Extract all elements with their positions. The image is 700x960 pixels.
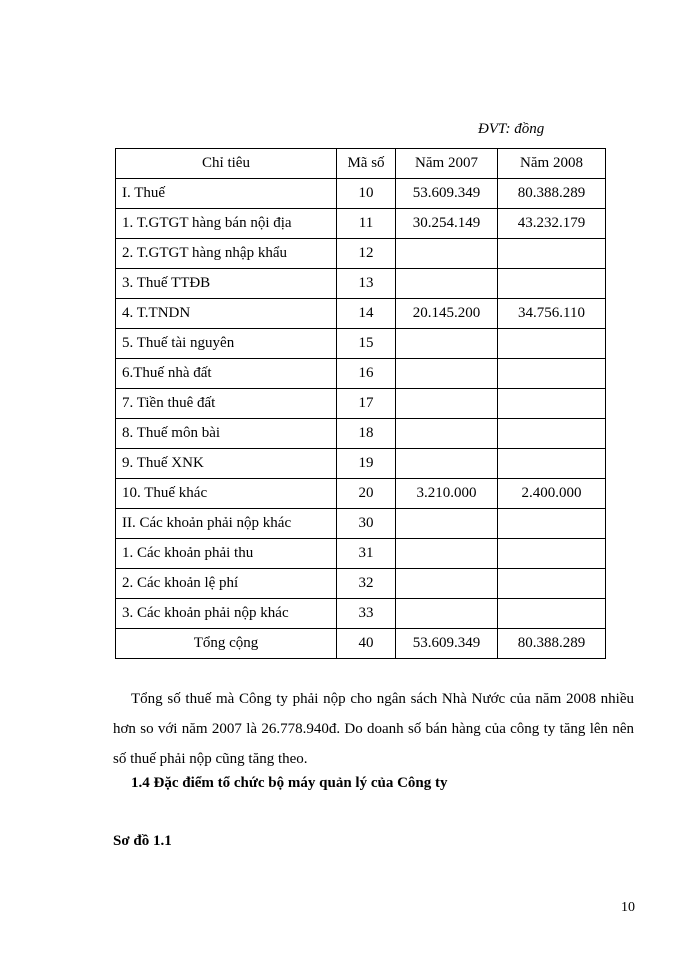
row-label: 9. Thuế XNK <box>116 449 337 479</box>
row-value-2007: 30.254.149 <box>396 209 498 239</box>
summary-paragraph <box>113 684 634 774</box>
row-label: 4. T.TNDN <box>116 299 337 329</box>
row-value-2007 <box>396 599 498 629</box>
row-code: 32 <box>337 569 396 599</box>
row-code: 20 <box>337 479 396 509</box>
row-value-2007 <box>396 329 498 359</box>
row-label: 3. Các khoản phải nộp khác <box>116 599 337 629</box>
row-value-2008 <box>498 599 606 629</box>
row-code: 33 <box>337 599 396 629</box>
row-value-2007 <box>396 419 498 449</box>
row-value-2008 <box>498 389 606 419</box>
total-label: Tổng cộng <box>116 629 337 659</box>
row-code: 10 <box>337 179 396 209</box>
row-code: 19 <box>337 449 396 479</box>
table-row <box>116 389 606 419</box>
row-value-2008 <box>498 329 606 359</box>
summary-text: Tổng số thuế mà Công ty phải nộp cho ngân sách Nhà Nước của năm 2008 nhiều hơn so với năm 2007 là 26.778.940đ. Do doanh số bán hàng của công ty tăng lên nên số thuế phải nộp cũng tăng theo. <box>113 691 634 767</box>
row-value-2007 <box>396 449 498 479</box>
row-value-2008 <box>498 539 606 569</box>
row-value-2008 <box>498 569 606 599</box>
row-label: II. Các khoản phải nộp khác <box>116 509 337 539</box>
row-label: 1. T.GTGT hàng bán nội địa <box>116 209 337 239</box>
row-value-2007: 20.145.200 <box>396 299 498 329</box>
header-ma-so: Mã số <box>337 149 396 179</box>
header-chi-tieu: Chỉ tiêu <box>116 149 337 179</box>
row-label: 2. T.GTGT hàng nhập khẩu <box>116 239 337 269</box>
table-row <box>116 569 606 599</box>
row-code: 30 <box>337 509 396 539</box>
row-code: 18 <box>337 419 396 449</box>
total-2007: 53.609.349 <box>396 629 498 659</box>
row-value-2008: 43.232.179 <box>498 209 606 239</box>
table-header-row <box>116 149 606 179</box>
table-row <box>116 269 606 299</box>
row-code: 13 <box>337 269 396 299</box>
row-value-2007 <box>396 239 498 269</box>
row-label: 5. Thuế tài nguyên <box>116 329 337 359</box>
row-value-2008 <box>498 239 606 269</box>
row-value-2007: 3.210.000 <box>396 479 498 509</box>
row-value-2007 <box>396 359 498 389</box>
row-value-2008 <box>498 509 606 539</box>
table-row <box>116 329 606 359</box>
row-value-2007 <box>396 569 498 599</box>
page-number: 10 <box>621 900 635 915</box>
row-label: 1. Các khoản phải thu <box>116 539 337 569</box>
row-value-2008 <box>498 359 606 389</box>
row-label: 8. Thuế môn bài <box>116 419 337 449</box>
table-row <box>116 299 606 329</box>
table-row <box>116 479 606 509</box>
tax-table <box>115 148 606 659</box>
diagram-label: Sơ đồ 1.1 <box>113 833 172 849</box>
row-code: 14 <box>337 299 396 329</box>
table-row <box>116 509 606 539</box>
row-label: 7. Tiền thuê đất <box>116 389 337 419</box>
section-heading: 1.4 Đặc điểm tổ chức bộ máy quản lý của Công ty <box>131 775 448 791</box>
table-row <box>116 179 606 209</box>
table-row <box>116 599 606 629</box>
row-value-2008 <box>498 449 606 479</box>
table-row <box>116 239 606 269</box>
row-code: 11 <box>337 209 396 239</box>
table-row <box>116 209 606 239</box>
row-label: I. Thuế <box>116 179 337 209</box>
row-label: 6.Thuế nhà đất <box>116 359 337 389</box>
unit-label: ĐVT: đồng <box>478 121 545 137</box>
row-code: 12 <box>337 239 396 269</box>
row-value-2008 <box>498 269 606 299</box>
row-code: 17 <box>337 389 396 419</box>
row-code: 15 <box>337 329 396 359</box>
table-row <box>116 539 606 569</box>
total-2008: 80.388.289 <box>498 629 606 659</box>
total-code: 40 <box>337 629 396 659</box>
row-value-2008: 2.400.000 <box>498 479 606 509</box>
row-value-2008 <box>498 419 606 449</box>
row-code: 31 <box>337 539 396 569</box>
row-value-2007 <box>396 269 498 299</box>
row-value-2007 <box>396 509 498 539</box>
row-value-2007 <box>396 539 498 569</box>
header-nam-2007: Năm 2007 <box>396 149 498 179</box>
row-value-2008: 80.388.289 <box>498 179 606 209</box>
table-row <box>116 359 606 389</box>
row-label: 2. Các khoản lệ phí <box>116 569 337 599</box>
row-value-2007 <box>396 389 498 419</box>
row-value-2008: 34.756.110 <box>498 299 606 329</box>
row-code: 16 <box>337 359 396 389</box>
table-row <box>116 449 606 479</box>
row-label: 3. Thuế TTĐB <box>116 269 337 299</box>
table-row <box>116 419 606 449</box>
row-value-2007: 53.609.349 <box>396 179 498 209</box>
header-nam-2008: Năm 2008 <box>498 149 606 179</box>
row-label: 10. Thuế khác <box>116 479 337 509</box>
total-row <box>116 629 606 659</box>
